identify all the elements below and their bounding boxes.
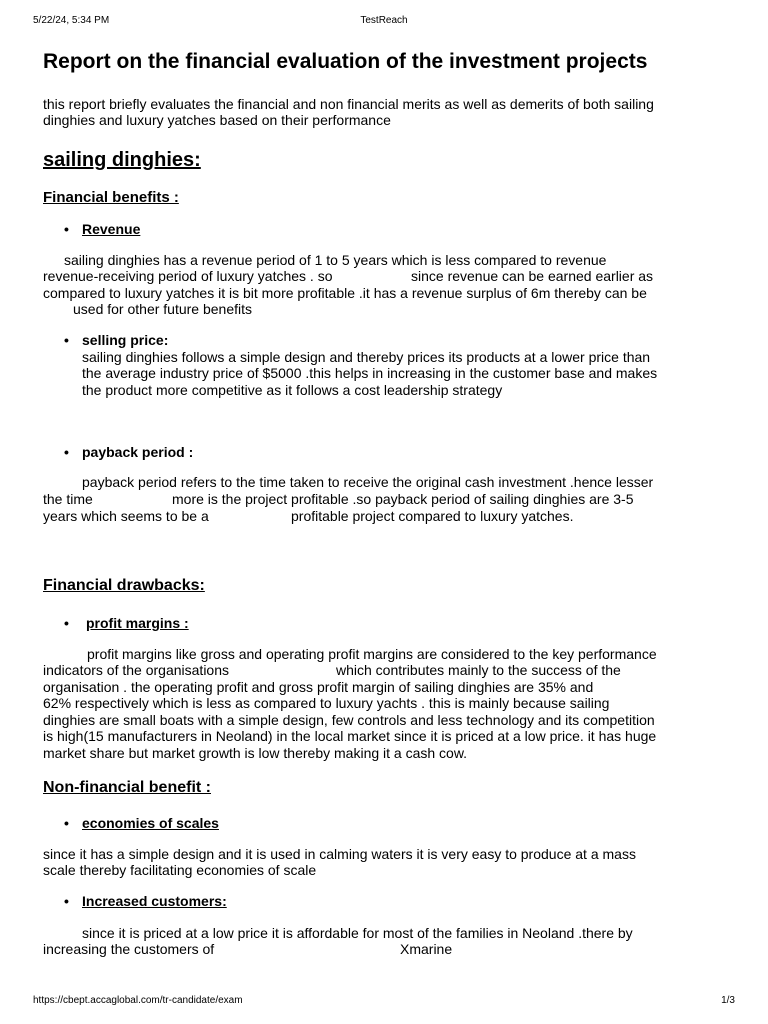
bullet-dot: • (64, 332, 69, 348)
bullet-title: selling price: (82, 332, 169, 348)
paragraph-line: Xmarine (400, 941, 453, 957)
bullet-title: Revenue (82, 221, 141, 237)
subheading-financial-drawbacks: Financial drawbacks: (43, 577, 205, 594)
bullet-title: Increased customers: (82, 893, 227, 909)
paragraph-line: payback period refers to the time taken to receive the original cash investment .hence lesser (82, 474, 654, 490)
bullet-economies-of-scales (64, 815, 219, 831)
report-title: Report on the financial evaluation of the investment projects (43, 50, 648, 73)
paragraph-line: the product more competitive as it follows a cost leadership strategy (82, 382, 503, 398)
bullet-dot: • (64, 893, 69, 909)
paragraph-line: sailing dinghies has a revenue period of 1 to 5 years which is less compared to revenue (64, 252, 607, 268)
bullet-dot: • (64, 615, 69, 631)
paragraph-line: dinghies are small boats with a simple design, few controls and less technology and its competition (43, 712, 655, 728)
paragraph-line: profitable project compared to luxury yatches. (291, 508, 574, 524)
paragraph-line: revenue-receiving period of luxury yatches . so (43, 268, 333, 284)
print-title: TestReach (360, 15, 408, 26)
paragraph-line: which contributes mainly to the success of the (336, 662, 621, 678)
bullet-increased-customers (64, 893, 227, 909)
paragraph-line: increasing the customers of (43, 941, 215, 957)
paragraph-line: the time (43, 491, 93, 507)
print-page-number: 1/3 (721, 995, 735, 1006)
bullet-title: economies of scales (82, 815, 219, 831)
intro-line: dinghies and luxury yatches based on their performance (43, 112, 391, 128)
paragraph-line: the average industry price of $5000 .this helps in increasing in the customer base and makes (82, 365, 658, 381)
subheading-financial-benefits: Financial benefits : (43, 189, 179, 206)
intro-line: this report briefly evaluates the financial and non financial merits as well as demerits of both sailing (43, 96, 654, 112)
paragraph-line: market share but market growth is low thereby making it a cash cow. (43, 745, 468, 761)
subheading-non-financial-benefit: Non-financial benefit : (43, 779, 211, 796)
section-heading-sailing-dinghies: sailing dinghies: (43, 149, 201, 171)
paragraph-line: organisation . the operating profit and gross profit margin of sailing dinghies are 35% and (43, 679, 594, 695)
bullet-revenue (64, 221, 140, 237)
paragraph-line: scale thereby facilitating economies of scale (43, 862, 317, 878)
paragraph-line: years which seems to be a (43, 508, 209, 524)
paragraph-line: since it has a simple design and it is used in calming waters it is very easy to produce at a mass (43, 846, 636, 862)
paragraph-line: since it is priced at a low price it is affordable for most of the families in Neoland .there by (82, 925, 633, 941)
bullet-profit-margins (64, 615, 189, 631)
bullet-dot: • (64, 221, 69, 237)
paragraph-line: since revenue can be earned earlier as (411, 268, 654, 284)
paragraph-line: 62% respectively which is less as compared to luxury yachts . this is mainly because sailing (43, 695, 610, 711)
bullet-title: profit margins : (86, 615, 189, 631)
paragraph-line: used for other future benefits (73, 301, 252, 317)
paragraph-line: more is the project profitable .so payback period of sailing dinghies are 3-5 (172, 491, 634, 507)
bullet-payback-period (64, 444, 193, 460)
print-datetime: 5/22/24, 5:34 PM (33, 15, 110, 26)
bullet-selling-price (64, 332, 168, 348)
paragraph-line: is high(15 manufacturers in Neoland) in the local market since it is priced at a low price. it has huge (43, 728, 657, 744)
print-url: https://cbept.accaglobal.com/tr-candidate/exam (33, 995, 243, 1006)
paragraph-line: indicators of the organisations (43, 662, 229, 678)
paragraph-line: compared to luxury yatches it is bit more profitable .it has a revenue surplus of 6m thereby can be (43, 285, 647, 301)
bullet-title: payback period : (82, 444, 194, 460)
paragraph-line: sailing dinghies follows a simple design and thereby prices its products at a lower price than (82, 349, 651, 365)
paragraph-line: profit margins like gross and operating profit margins are considered to the key performance (87, 646, 657, 662)
bullet-dot: • (64, 444, 69, 460)
bullet-dot: • (64, 815, 69, 831)
